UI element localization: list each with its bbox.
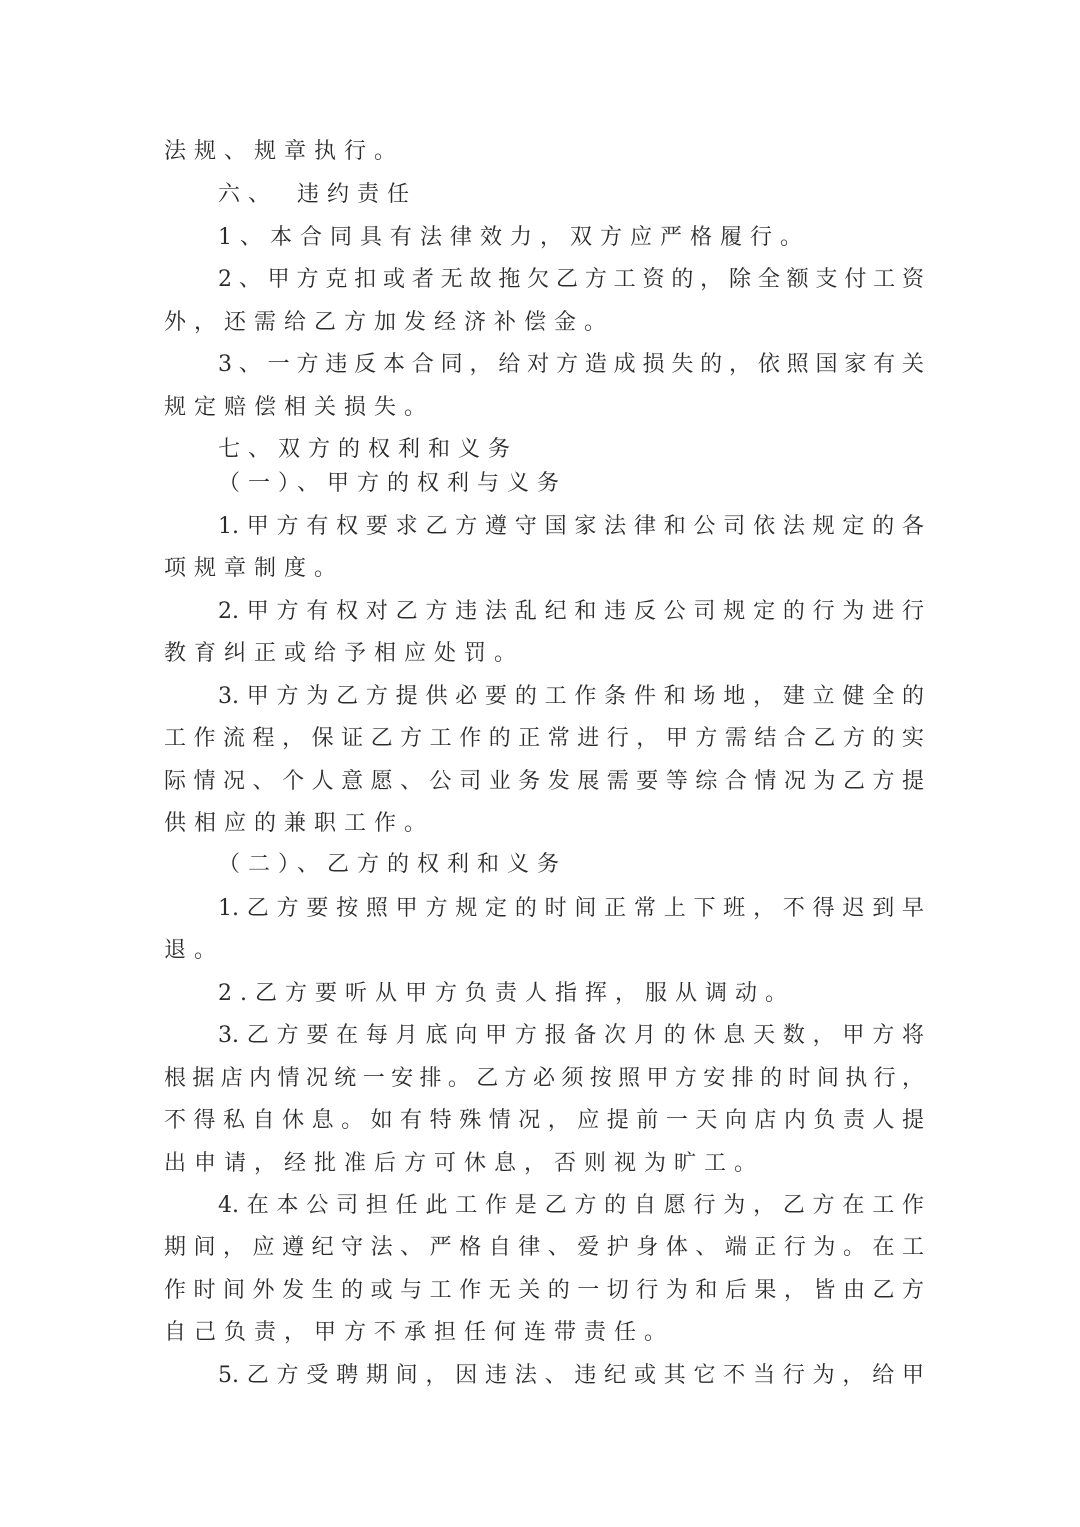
section-heading: 七、双方的权利和义务 [218, 437, 519, 462]
text-line: 3、一方违反本合同，给对方造成损失的，依照国家有关 [218, 352, 924, 377]
text-line: 退。 [164, 938, 225, 963]
text-line: 2.乙方要听从甲方负责人指挥，服从调动。 [218, 981, 795, 1006]
text-line: 2、甲方克扣或者无故拖欠乙方工资的，除全额支付工资 [218, 267, 924, 292]
text-line: 期间，应遵纪守法、严格自律、爱护身体、端正行为。在工 [164, 1235, 924, 1260]
text-line: 3.乙方要在每月底向甲方报备次月的休息天数，甲方将 [218, 1023, 924, 1048]
text-line: 不得私自休息。如有特殊情况，应提前一天向店内负责人提 [164, 1108, 924, 1133]
subsection-heading: （一）、甲方的权利与义务 [218, 471, 568, 496]
text-line: 1.甲方有权要求乙方遵守国家法律和公司依法规定的各 [218, 514, 924, 539]
text-line: 1.乙方要按照甲方规定的时间正常上下班，不得迟到早 [218, 896, 924, 921]
text-line: 外，还需给乙方加发经济补偿金。 [164, 310, 615, 335]
text-line: 2.甲方有权对乙方违法乱纪和违反公司规定的行为进行 [218, 599, 924, 624]
text-line: 法规、规章执行。 [164, 139, 405, 164]
text-line: 1、本合同具有法律效力，双方应严格履行。 [218, 225, 810, 250]
text-line: 出申请，经批准后方可休息，否则视为旷工。 [164, 1151, 765, 1176]
text-line: 教育纠正或给予相应处罚。 [164, 641, 525, 666]
text-line: 根据店内情况统一安排。乙方必须按照甲方安排的时间执行， [164, 1066, 924, 1091]
text-line: 3.甲方为乙方提供必要的工作条件和场地，建立健全的 [218, 684, 924, 709]
text-line: 自己负责，甲方不承担任何连带责任。 [164, 1320, 675, 1345]
text-line: 规定赔偿相关损失。 [164, 395, 435, 420]
text-line: 5.乙方受聘期间，因违法、违纪或其它不当行为，给甲 [218, 1363, 924, 1388]
text-line: 4.在本公司担任此工作是乙方的自愿行为，乙方在工作 [218, 1193, 924, 1218]
text-line: 作时间外发生的或与工作无关的一切行为和后果，皆由乙方 [164, 1278, 924, 1303]
text-line: 项规章制度。 [164, 556, 345, 581]
text-line: 工作流程，保证乙方工作的正常进行，甲方需结合乙方的实 [164, 726, 924, 751]
section-heading: 六、 违约责任 [218, 182, 418, 207]
text-line: 际情况、个人意愿、公司业务发展需要等综合情况为乙方提 [164, 769, 924, 794]
text-line: 供相应的兼职工作。 [164, 811, 435, 836]
subsection-heading: （二）、乙方的权利和义务 [218, 852, 568, 877]
